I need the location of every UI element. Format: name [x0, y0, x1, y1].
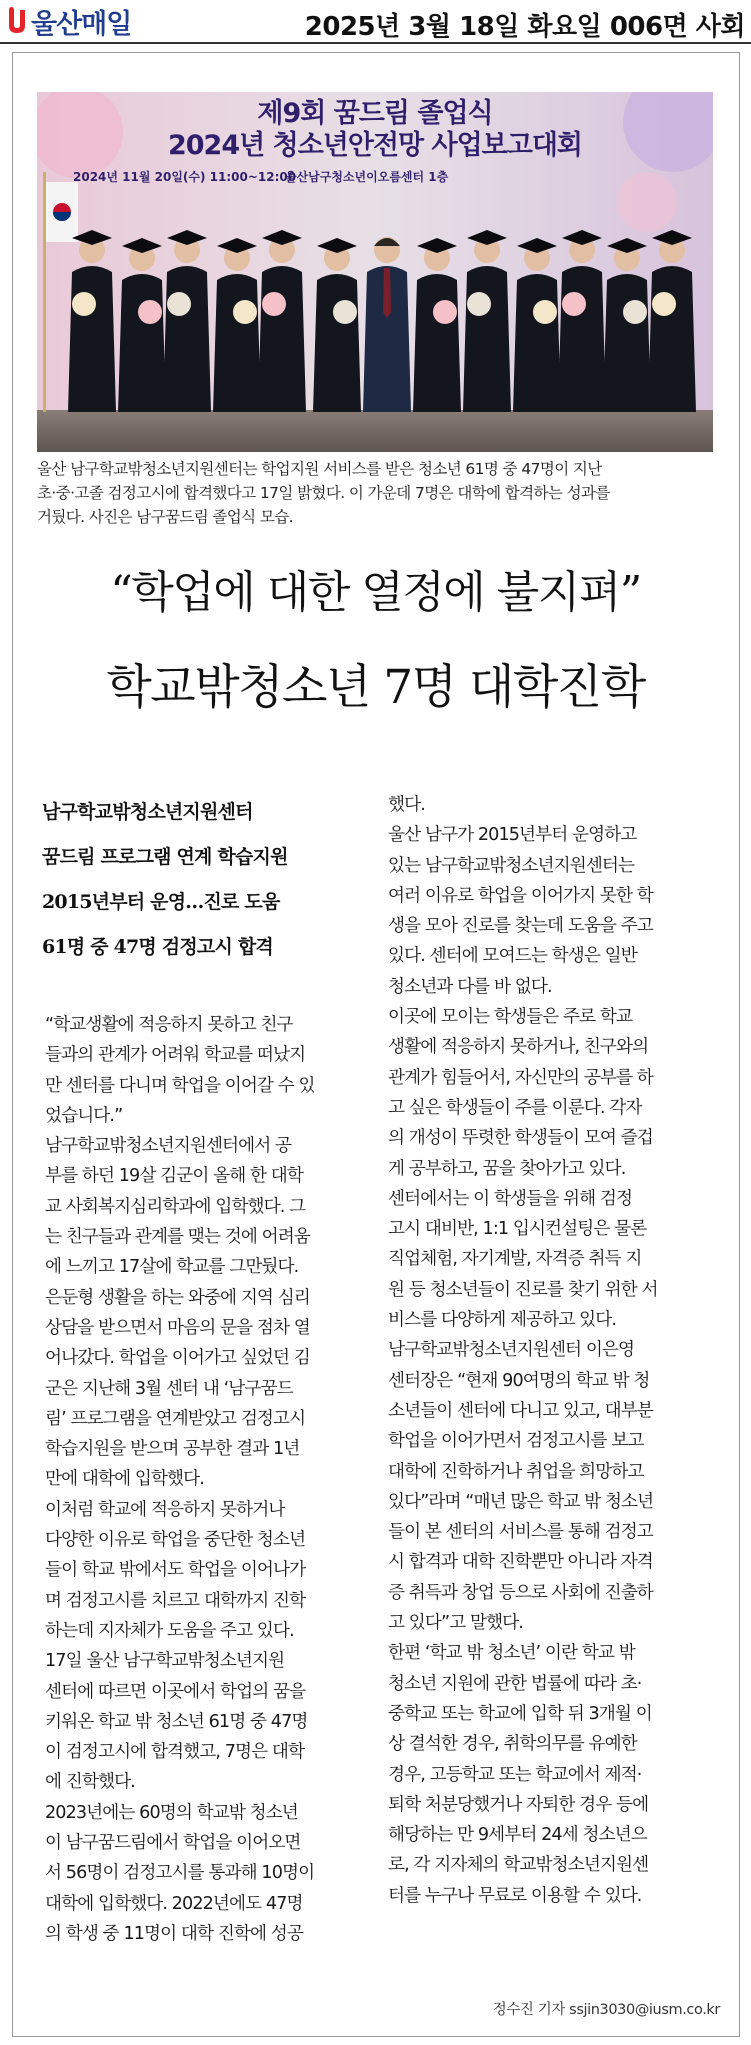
article-line: 직업체험, 자기계발, 자격증 취득 지	[388, 1249, 642, 1270]
article-line: 로, 각 지자체의 학교밖청소년지원센	[388, 1855, 649, 1876]
subheadline: 꿈드림 프로그램 연계 학습지원	[42, 846, 288, 868]
graduation-cap	[262, 230, 302, 245]
caption-line: 울산 남구학교밖청소년지원센터는 학업지원 서비스를 받은 청소년 61명 중 47명이 지난	[37, 460, 602, 478]
necktie	[383, 268, 391, 318]
article-line: 에 진학했다.	[45, 1772, 135, 1793]
article-line: 는 친구들과 관계를 맺는 것에 어려움	[45, 1227, 310, 1248]
flower-bouquet	[623, 300, 647, 324]
article-line: 이곳에 모이는 학생들은 주로 학교	[388, 1007, 633, 1028]
graduate-figure	[413, 274, 461, 412]
article-line: 센터에서는 이 학생들을 위해 검정	[388, 1188, 633, 1209]
article-line: 있다”라며 “매년 많은 학교 밖 청소년	[388, 1491, 654, 1512]
paper-name: 울산매일	[31, 8, 132, 40]
article-line: 남구학교밖청소년지원센터 이은영	[388, 1340, 635, 1361]
article-line: 은둔형 생활을 하는 와중에 지역 심리	[45, 1287, 310, 1308]
article-line: 생을 모아 진로를 찾는데 도움을 주고	[388, 916, 653, 937]
article-body-left-column	[45, 1010, 363, 1949]
article-line: 경우, 고등학교 또는 학교에서 제적·	[388, 1764, 642, 1785]
paper-logo	[6, 4, 131, 38]
article-line: 만에 대학에 입학했다.	[45, 1469, 204, 1490]
article-line: 여러 이유로 학업을 이어가지 못한 학	[388, 885, 653, 906]
flower-bouquet	[333, 300, 357, 324]
article-line: 한편 ‘학교 밖 청소년’ 이란 학교 밖	[388, 1643, 635, 1664]
article-line: 대학에 진학하거나 취업을 희망하고	[388, 1461, 644, 1482]
subheadline: 2015년부터 운영…진로 도움	[42, 891, 280, 913]
article-line: 들과의 관계가 어려워 학교를 떠났지	[45, 1045, 306, 1066]
article-line: 이처럼 학교에 적응하지 못하거나	[45, 1499, 285, 1520]
article-line: 부를 하던 19살 김군이 올해 한 대학	[45, 1166, 303, 1187]
banner-venue: 울산남구청소년이오름센터 1층	[285, 170, 449, 184]
article-line: 며 검정고시를 치르고 대학까지 진학	[45, 1590, 306, 1611]
caption-line: 초·중·고졸 검정고시에 합격했다고 17일 밝혔다. 이 가운데 7명은 대학에 합격하는 성과를	[37, 484, 610, 502]
article-line: 원 등 청소년들이 진로를 찾기 위한 서	[388, 1279, 658, 1300]
graduate-figure	[258, 266, 306, 412]
article-line: 이 남구꿈드림에서 학업을 이어오면	[45, 1833, 301, 1854]
article-line: 서 56명이 검정고시를 통과해 10명이	[45, 1863, 315, 1884]
article-line: 어나갔다. 학업을 이어가고 싶었던 김	[45, 1348, 310, 1369]
newspaper-logo-icon	[6, 6, 28, 36]
subheadline-block	[42, 790, 362, 970]
article-line: 관계가 힘들어서, 자신만의 공부를 하	[388, 1067, 653, 1088]
graduation-cap	[122, 238, 162, 253]
article-line: 증 취득과 창업 등으로 사회에 진출하	[388, 1582, 653, 1603]
graduation-cap	[607, 238, 647, 253]
flower-bouquet	[533, 300, 557, 324]
article-line: 퇴학 처분당했거나 자퇴한 경우 등에	[388, 1794, 649, 1815]
article-line: 에 느끼고 17살에 학교를 그만뒀다.	[45, 1257, 299, 1278]
article-line: 울산 남구가 2015년부터 운영하고	[388, 825, 637, 846]
article-line: 해당하는 만 9세부터 24세 청소년으	[388, 1825, 647, 1846]
article-line: 게 공부하고, 꿈을 찾아가고 있다.	[388, 1158, 626, 1179]
article-line: 의 개성이 뚜렷한 학생들이 모여 즐겁	[388, 1128, 653, 1149]
article-line: 학습지원을 받으며 공부한 결과 1년	[45, 1439, 300, 1460]
article-line: 교 사회복지심리학과에 입학했다. 그	[45, 1196, 306, 1217]
article-line: 터를 누구나 무료로 이용할 수 있다.	[388, 1885, 642, 1906]
graduation-cap	[562, 230, 602, 245]
article-line: 고 싶은 학생들이 주를 이룬다. 각자	[388, 1097, 642, 1118]
graduate-figure	[558, 266, 606, 412]
flower-bouquet	[138, 300, 162, 324]
flower-bouquet	[72, 292, 96, 316]
graduation-cap	[317, 238, 357, 253]
graduate-figure	[213, 274, 261, 412]
article-line: 다양한 이유로 학업을 중단한 청소년	[45, 1530, 306, 1551]
article-line: 비스를 다양하게 제공하고 있다.	[388, 1310, 617, 1331]
article-line: 이 검정고시에 합격했고, 7명은 대학	[45, 1742, 305, 1763]
graduation-cap	[217, 238, 257, 253]
article-line: 림’ 프로그램을 연계받았고 검정고시	[45, 1408, 306, 1429]
article-line: 상담을 받으면서 마음의 문을 점차 열	[45, 1317, 310, 1338]
flower-bouquet	[167, 292, 191, 316]
article-line: 17일 울산 남구학교밖청소년지원	[45, 1651, 285, 1672]
masthead	[0, 0, 751, 42]
banner-subtitle: 2024년 청소년안전망 사업보고대회	[167, 130, 582, 161]
hair	[374, 238, 400, 246]
article-line: 있는 남구학교밖청소년지원센터는	[388, 855, 635, 876]
byline: 정수진 기자 ssjin3030@iusm.co.kr	[492, 2002, 720, 2018]
graduation-cap	[72, 230, 112, 245]
article-line: 생활에 적응하지 못하거나, 친구와의	[388, 1037, 649, 1058]
article-line: 만 센터를 다니며 학업을 이어갈 수 있	[45, 1075, 315, 1096]
headline-quote: “학업에 대한 열정에 불지펴”	[110, 567, 641, 618]
article-line: 중학교 또는 학교에 입학 뒤 3개월 이	[388, 1703, 652, 1724]
article-line: 대학에 입학했다. 2022년에도 47명	[45, 1893, 303, 1914]
article-line: 했다.	[388, 795, 425, 815]
headline-main: 학교밖청소년 7명 대학진학	[106, 660, 645, 715]
graduate-figure	[118, 274, 166, 412]
article-body-right-column	[388, 790, 718, 1911]
flower-bouquet	[562, 292, 586, 316]
article-line: “학교생활에 적응하지 못하고 친구	[45, 1015, 293, 1035]
flower-bouquet	[233, 300, 257, 324]
flower-bouquet	[262, 292, 286, 316]
article-line: 키워온 학교 밖 청소년 61명 중 47명	[45, 1711, 308, 1732]
article-line: 2023년에는 60명의 학교밖 청소년	[45, 1802, 298, 1823]
flower-bouquet	[467, 292, 491, 316]
graduation-cap	[167, 230, 207, 245]
article-line: 하는데 지자체가 도움을 주고 있다.	[45, 1620, 294, 1641]
article-line: 센터에 따르면 이곳에서 학업의 꿈을	[45, 1681, 306, 1702]
article-line: 남구학교밖청소년지원센터에서 공	[45, 1136, 292, 1157]
graduate-figure	[68, 266, 116, 412]
article-line: 있다. 센터에 모여드는 학생은 일반	[388, 946, 637, 967]
article-line: 청소년과 다를 바 없다.	[388, 976, 552, 997]
graduate-figure	[313, 274, 361, 412]
article-line: 들이 학교 밖에서도 학업을 이어나가	[45, 1560, 306, 1581]
masthead-divider	[0, 42, 751, 44]
subheadline: 61명 중 47명 검정고시 합격	[42, 936, 273, 958]
caption-line: 거뒀다. 사진은 남구꿈드림 졸업식 모습.	[37, 508, 293, 526]
article-line: 의 학생 중 11명이 대학 진학에 성공	[45, 1923, 303, 1944]
article-line: 들이 본 센터의 서비스를 통해 검정고	[388, 1522, 653, 1543]
article-line: 학업을 이어가면서 검정고시를 보고	[388, 1431, 644, 1452]
graduate-figure	[163, 266, 211, 412]
flower-bouquet	[652, 292, 676, 316]
article-line: 고시 대비반, 1:1 입시컨설팅은 물론	[388, 1219, 647, 1240]
graduate-figure	[463, 266, 511, 412]
graduation-cap	[467, 230, 507, 245]
article-line: 상 결석한 경우, 취학의무를 유예한	[388, 1734, 637, 1755]
graduation-cap	[517, 238, 557, 253]
article-line: 청소년 지원에 관한 법률에 따라 초·	[388, 1673, 642, 1694]
article-line: 고 있다”고 말했다.	[388, 1613, 523, 1634]
graduation-cap	[417, 238, 457, 253]
article-line: 센터장은 “현재 90여명의 학교 밖 청	[388, 1370, 650, 1391]
photo-caption	[37, 457, 713, 529]
banner-title: 제9회 꿈드림 졸업식	[257, 98, 493, 129]
article-line: 시 합격과 대학 진학뿐만 아니라 자격	[388, 1552, 653, 1573]
graduate-figure	[603, 274, 651, 412]
graduate-figure	[648, 266, 696, 412]
article-line: 었습니다.”	[45, 1105, 123, 1126]
issue-info: 2025년 3월 18일 화요일 006면 사회	[304, 12, 745, 42]
graduation-photo	[37, 92, 713, 452]
article-line: 군은 지난해 3월 센터 내 ‘남구꿈드	[45, 1378, 293, 1399]
banner-event-info: 2024년 11월 20일(수) 11:00~12:00	[73, 170, 297, 184]
graduation-cap	[652, 230, 692, 245]
article-line: 소년들이 센터에 다니고 있고, 대부분	[388, 1400, 653, 1421]
graduate-figure	[513, 274, 561, 412]
flower-bouquet	[433, 300, 457, 324]
subheadline: 남구학교밖청소년지원센터	[42, 801, 253, 823]
